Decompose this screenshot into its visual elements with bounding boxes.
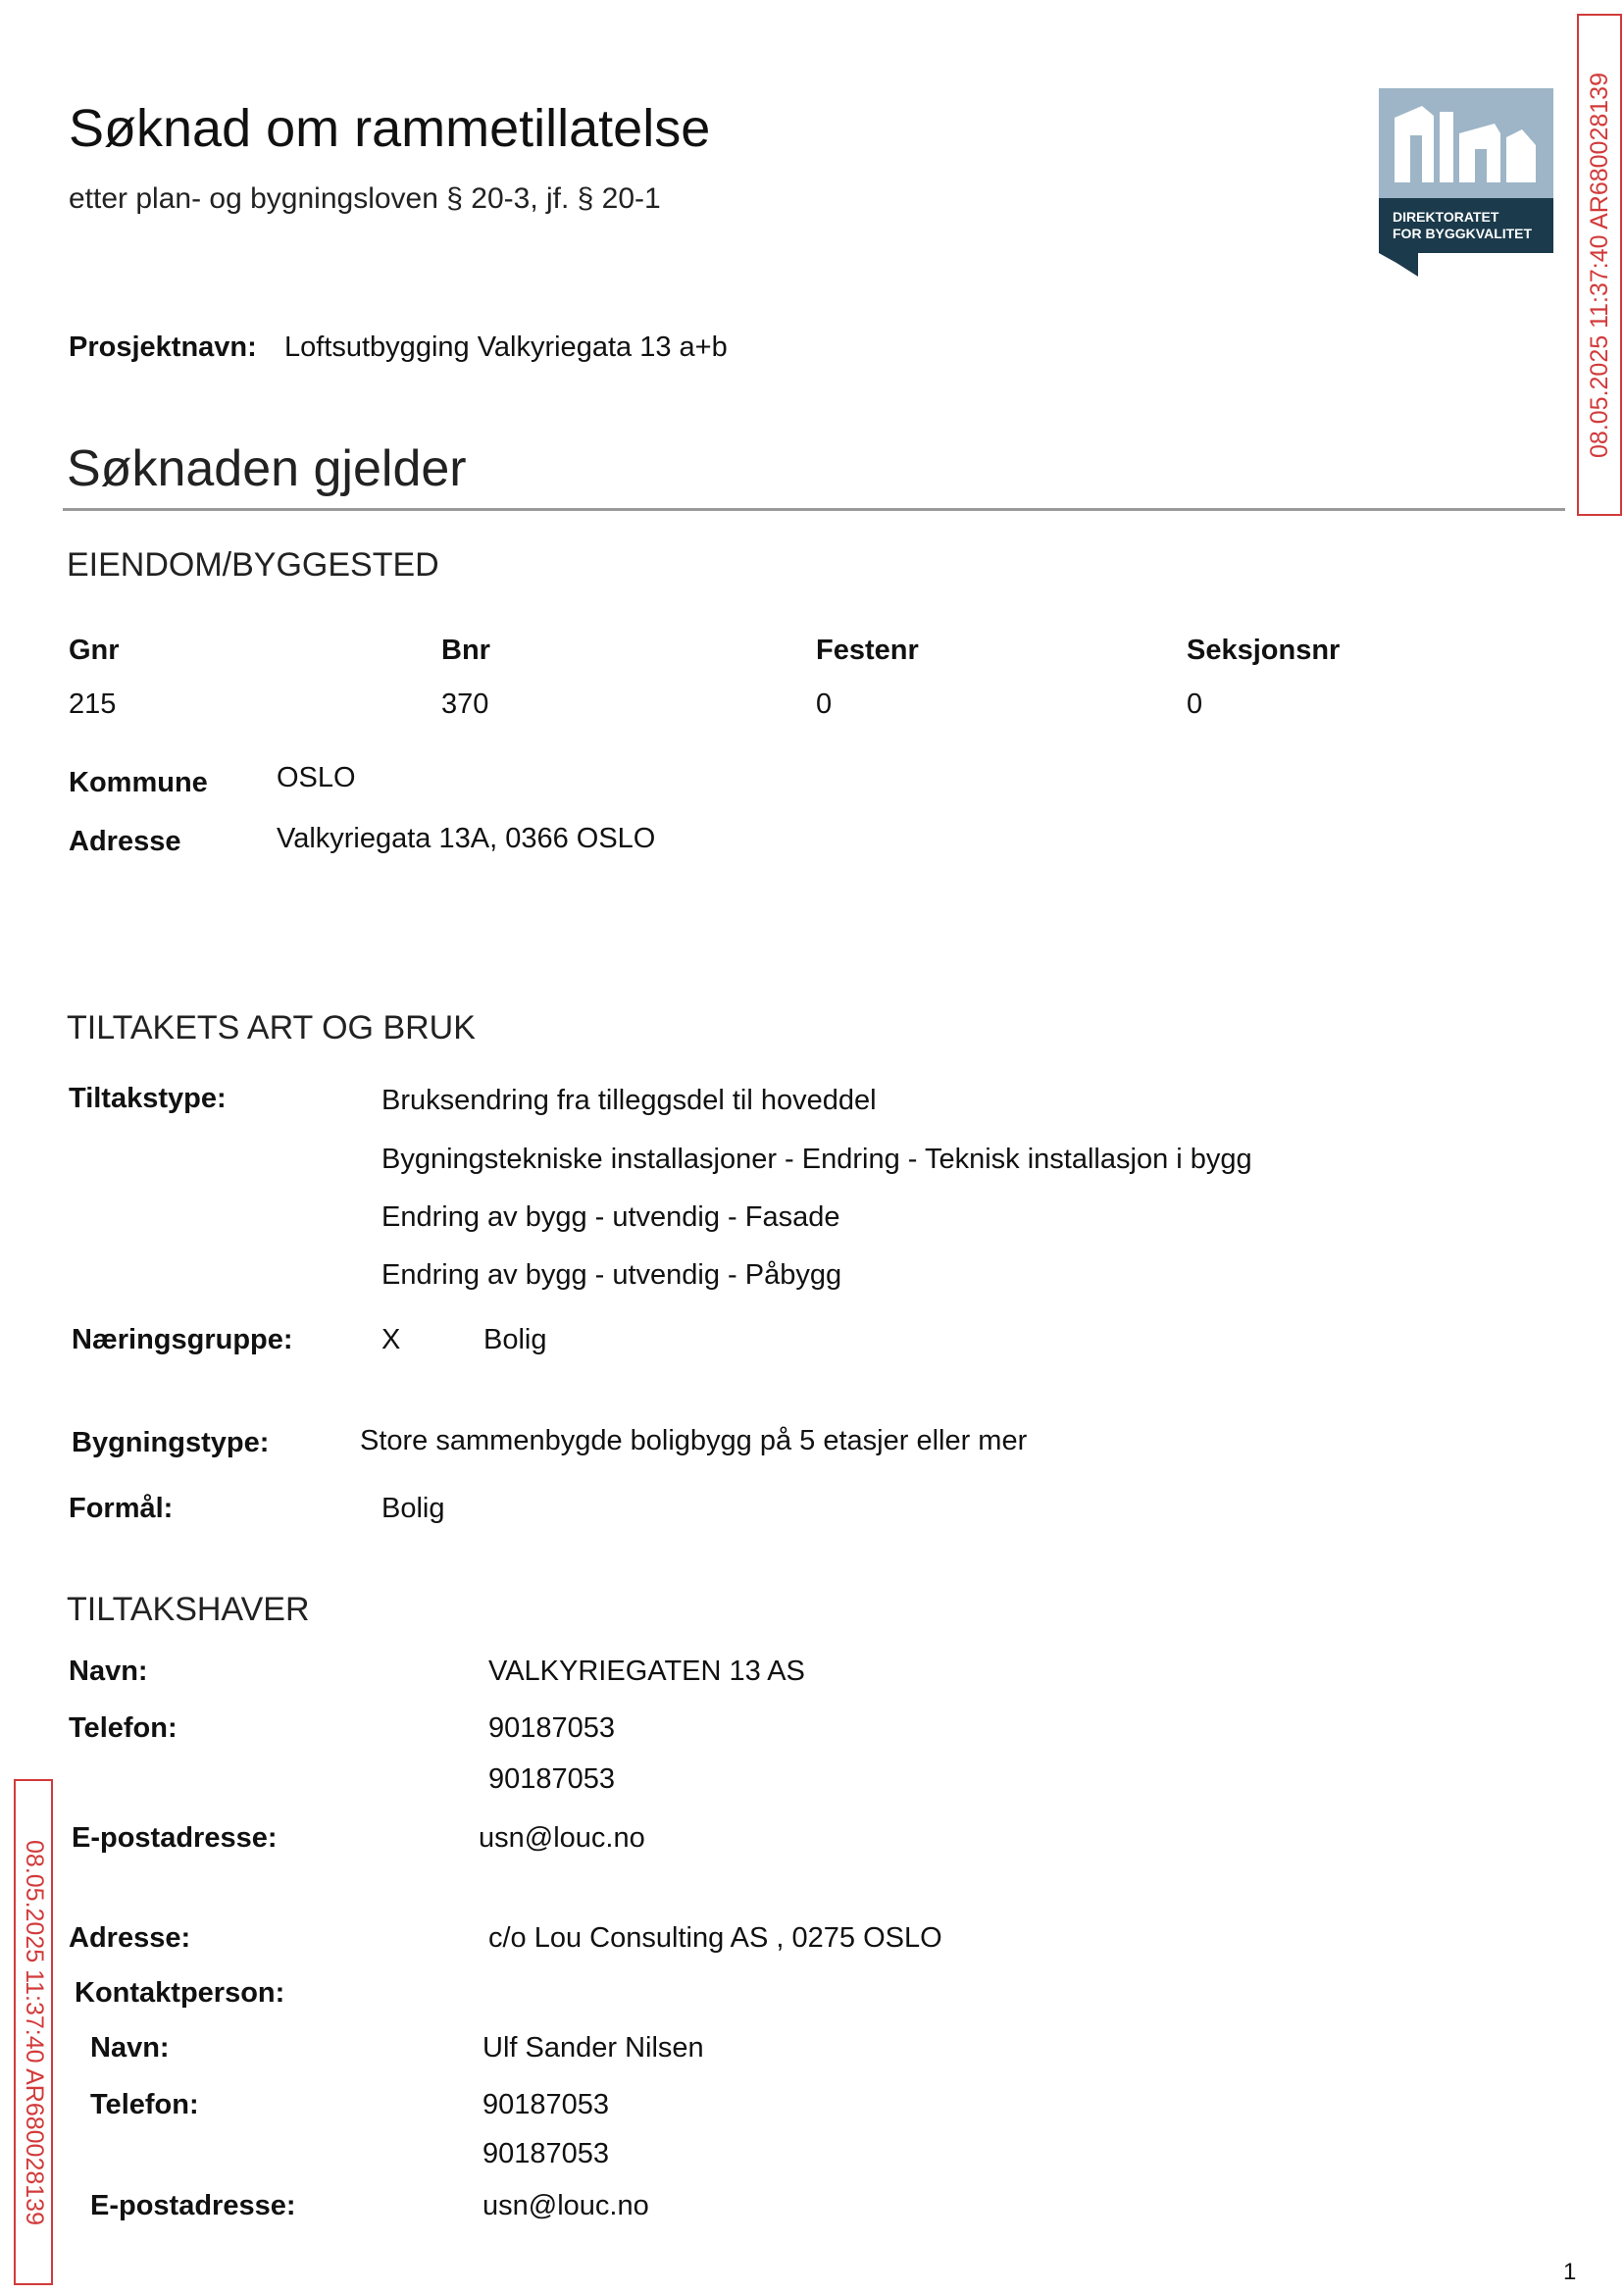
- received-stamp-left: [14, 1779, 53, 2285]
- kommune-label: Kommune: [69, 767, 208, 798]
- property-heading: EIENDOM/BYGGESTED: [67, 546, 439, 584]
- project-name-value: Loftsutbygging Valkyriegata 13 a+b: [284, 331, 728, 363]
- seksjonsnr-value: 0: [1187, 688, 1203, 720]
- document-subtitle: etter plan- og bygningsloven § 20-3, jf. § 20-1: [69, 182, 661, 215]
- tiltakstype-item: Bruksendring fra tilleggsdel til hoveddel: [381, 1085, 877, 1116]
- kontakt-telefon-value: 90187053: [482, 2089, 610, 2120]
- tiltakshaver-telefon-label: Telefon:: [69, 1712, 178, 1744]
- tiltak-heading: TILTAKETS ART OG BRUK: [67, 1009, 476, 1046]
- naeringsgruppe-code: X: [381, 1324, 401, 1355]
- formal-label: Formål:: [69, 1493, 174, 1524]
- project-name-label: Prosjektnavn:: [69, 331, 257, 363]
- page-number: 1: [1563, 2259, 1577, 2285]
- kontakt-navn-label: Navn:: [90, 2032, 170, 2064]
- kontakt-navn-value: Ulf Sander Nilsen: [482, 2032, 704, 2064]
- tiltakstype-item: Endring av bygg - utvendig - Fasade: [381, 1201, 840, 1233]
- tiltakshaver-navn-label: Navn:: [69, 1656, 148, 1687]
- tiltakstype-item: Endring av bygg - utvendig - Påbygg: [381, 1259, 842, 1291]
- bygningstype-label: Bygningstype:: [72, 1427, 270, 1458]
- festenr-label: Festenr: [816, 635, 919, 666]
- stamp-text: 08.05.2025 11:37:40 AR680028139: [1585, 72, 1613, 458]
- kontaktperson-label: Kontaktperson:: [75, 1977, 285, 2009]
- formal-value: Bolig: [381, 1493, 445, 1524]
- seksjonsnr-label: Seksjonsnr: [1187, 635, 1341, 666]
- kontakt-telefon-value: 90187053: [482, 2138, 610, 2169]
- kontakt-epost-label: E-postadresse:: [90, 2190, 296, 2221]
- naeringsgruppe-label: Næringsgruppe:: [72, 1324, 293, 1355]
- gnr-label: Gnr: [69, 635, 120, 666]
- tiltakstype-label: Tiltakstype:: [69, 1083, 227, 1114]
- tiltakshaver-epost-label: E-postadresse:: [72, 1822, 278, 1854]
- dibk-logo: [1379, 88, 1553, 277]
- tiltakshaver-epost-value: usn@louc.no: [479, 1822, 645, 1854]
- stamp-text: 08.05.2025 11:37:40 AR680028139: [20, 1839, 48, 2225]
- kontakt-epost-value: usn@louc.no: [482, 2190, 649, 2221]
- adresse-label: Adresse: [69, 826, 181, 857]
- bnr-value: 370: [441, 688, 489, 720]
- document-title: Søknad om rammetillatelse: [69, 99, 711, 158]
- logo-line-1: DIREKTORATET: [1393, 209, 1499, 225]
- naeringsgruppe-value: Bolig: [483, 1324, 547, 1355]
- tiltakshaver-heading: TILTAKSHAVER: [67, 1591, 310, 1628]
- tiltakshaver-telefon-value: 90187053: [488, 1763, 616, 1795]
- tiltakshaver-adresse-value: c/o Lou Consulting AS , 0275 OSLO: [488, 1922, 942, 1954]
- kontakt-telefon-label: Telefon:: [90, 2089, 199, 2120]
- tiltakshaver-adresse-label: Adresse:: [69, 1922, 191, 1954]
- adresse-value: Valkyriegata 13A, 0366 OSLO: [277, 823, 656, 854]
- tiltakshaver-navn-value: VALKYRIEGATEN 13 AS: [488, 1656, 805, 1687]
- logo-line-2: FOR BYGGKVALITET: [1393, 226, 1533, 241]
- festenr-value: 0: [816, 688, 833, 720]
- tiltakshaver-telefon-value: 90187053: [488, 1712, 616, 1744]
- bnr-label: Bnr: [441, 635, 490, 666]
- section-divider: [63, 508, 1565, 511]
- gnr-value: 215: [69, 688, 117, 720]
- received-stamp-top: [1577, 14, 1622, 516]
- tiltakstype-item: Bygningstekniske installasjoner - Endring - Teknisk installasjon i bygg: [381, 1144, 1252, 1175]
- bygningstype-value: Store sammenbygde boligbygg på 5 etasjer eller mer: [360, 1425, 1028, 1456]
- kommune-value: OSLO: [277, 762, 356, 793]
- section-title: Søknaden gjelder: [67, 440, 467, 497]
